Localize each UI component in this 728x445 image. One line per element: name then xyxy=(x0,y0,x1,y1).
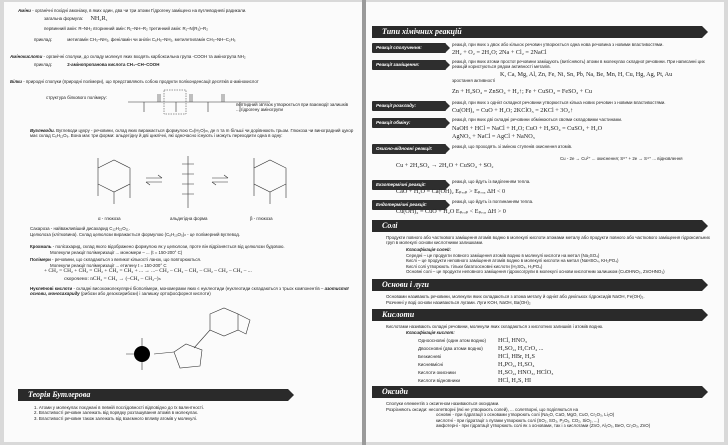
acid-row-name: Двоосновні (два атоми водню) xyxy=(418,346,483,351)
nucleic-acids-bold: азотистої основи, моносахариду xyxy=(30,286,349,297)
butlerov-title: Теорія Бутлерова xyxy=(18,389,288,401)
acid-row-formula: HCl, HBr, H₂S xyxy=(498,353,535,360)
amines-general-label: загальна формула: xyxy=(44,16,84,21)
aminoacid-example-row xyxy=(34,62,354,67)
starch-text: - полісахарид, склад якого відображено формулою як у целюлози, проте він відрізняється від целюлози будовою. xyxy=(52,244,285,249)
exchange-reaction-text: реакції, при яких дві складні речовини обмінюються своїми складовими частинами. xyxy=(452,117,623,122)
exchange-reaction-equation-1: NaOH + HCl = NaCl + H₂O; CuO + H₂SO₄ = CuSO₄ + H₂O xyxy=(452,125,603,132)
salts-classification xyxy=(406,253,716,275)
carbohydrates-text: Вуглеводи цукру - речовини, склад яких виражається формулою Cₙ(H₂O)ₘ, де n та m більші чи дорівнюють трьом. Глюкоза чи виноградний цукор має склад C₆H₁₂O₆. Вона має три форми: альдегідну й дві циклічні, які одночасно існують і можуть переходити одна в одну: xyxy=(30,128,354,139)
oxides-classification xyxy=(386,407,716,429)
beta-glucose-caption: β - глюкоза xyxy=(250,216,273,221)
aminoacids-definition xyxy=(10,54,355,59)
polymer-chain-equation: + CH₂ = CH₂ + CH₂ = CH₂ + CH₂ = CH₂ + ... → ...– CH₂ – CH₂ – CH₂ – CH₂ – CH₂ – CH₂ – ... xyxy=(44,268,252,274)
compound-reaction-equation: 2H₂ + O₂ = 2H₂O; 2Na + Cl₂ = 2NaCl xyxy=(452,49,547,56)
peptide-note: пептидний зв’язок утворюється при взаємодії залишків ... гідрогену аміногрупи xyxy=(236,102,349,113)
amines-general-formula: NH₂R₁ xyxy=(90,15,108,22)
aminoacid-example-text: 2-амінопропанова кислота CH₃–CH–COOH xyxy=(67,62,160,67)
amine-example-text: метиламін CH₃–NH₂, феніламін чи анілін C₆H₅–NH₂, метилетиламін CH₃–NH–C₂H₅ xyxy=(67,37,236,42)
acids-classification-title: Класифікація кислот: xyxy=(406,330,455,335)
sucrose-line: Сахароза - найважливіший дисахарид C₁₂H₂₂O₁₁. xyxy=(30,226,130,231)
nucleic-acids-paragraph xyxy=(30,286,355,297)
acid-row-name: Безкисневі xyxy=(418,354,442,359)
compound-reaction-text: реакції, при яких з двох або кількох речовин утворюється одна нова речовина з новими властивостями. xyxy=(452,42,664,47)
polymers-paragraph xyxy=(30,257,355,262)
oxides-title: Оксиди xyxy=(372,386,702,398)
exothermic-reaction-text: реакції, що йдуть із виділенням тепла. xyxy=(452,179,531,184)
acid-row-name: Кислоти відновники xyxy=(418,378,461,383)
butlerov-point: 3. Властивості речовин також залежать від взаємного впливу атомів у молекулі. xyxy=(34,415,198,421)
salts-title: Солі xyxy=(372,220,702,232)
acid-row xyxy=(418,337,698,344)
acid-row-formula: H₂SO₄, HNO₃, HClO₃ xyxy=(498,369,554,376)
starch-term: Крохмаль xyxy=(30,244,52,249)
decomposition-reaction-text: реакції, при яких з однієї складної речовини утворюється кілька нових речовин з новими властивостями. xyxy=(452,100,666,105)
butlerov-point: 1. Атоми у молекулах поєднані в певній послідовності відповідно до їх валентності. xyxy=(34,405,205,410)
carbohydrates-paragraph xyxy=(30,128,355,139)
exothermic-reaction-equation: CaO + H₂O = Ca(OH)₂ Eₚᵣₒₚ > Eₚᵣₒₐ ΔH < 0 xyxy=(396,188,506,195)
amines-definition xyxy=(18,8,353,13)
decomposition-reaction-label: Реакції розкладу: xyxy=(372,101,446,111)
bases-definition: Основами називають речовини, молекули яких складаються з атома металу й однієї або декількох гідроксидів NaOH, Fe(OH)₂. xyxy=(386,294,645,299)
acid-row xyxy=(418,345,698,352)
aminoacids-term: Амінокислоти xyxy=(10,54,43,59)
nucleic-acids-tail: (рибози або дезоксирибози) і залишку ортофосфорної кислоти) xyxy=(80,291,211,297)
endothermic-reaction-text: реакції, що йдуть із поглинанням тепла. xyxy=(452,199,534,204)
acid-row-name: Одноосновні (один атом водню) xyxy=(418,338,487,343)
acids-definition: Кислотами називають складні речовини, молекули яких складаються з кислотних залишків і атомів водню. xyxy=(386,324,604,329)
amine-example-row xyxy=(34,37,354,42)
amine-types-row xyxy=(44,26,354,31)
acid-row-name: Кислоти окисники xyxy=(418,370,456,375)
salts-class-item: Кислі – це продукти неповного заміщення атомів водню в молекулі кислоти на метал (NaHSO₄, KH₂PO₄) xyxy=(406,258,619,264)
exothermic-reaction-label: Екзотермічні реакції: xyxy=(372,180,446,190)
redox-reaction-text: реакції, що проходять зі зміною ступенів окиснення атомів. xyxy=(452,144,573,149)
right-page xyxy=(366,2,724,442)
oxides-line: Розрізняють оксиди: несолетворні (які не утворюють солей), ... солетворні, що поділяються на xyxy=(386,407,579,412)
substitution-reaction-label: Реакції заміщення: xyxy=(372,60,446,70)
salts-classification-title: Класифікація солей: xyxy=(406,247,452,252)
proteins-term: Білки xyxy=(10,79,22,84)
acids-title: Кислоти xyxy=(372,309,702,321)
amines-def-text: - органічні похідні амоніаку, в яких один, два чи три атоми Гідрогену заміщено на вуглеводневі радикали. xyxy=(32,8,247,13)
oxides-line: основні - при гідратації з основами утворюють солі (Na₂O, CaO, MgO, CuO, Cr₂O₃, Li₂O) xyxy=(436,412,615,418)
reactions-title: Типи хімічних реакцій xyxy=(372,26,702,38)
acid-row xyxy=(418,369,698,376)
amine-example-label: приклад: xyxy=(34,37,53,42)
endothermic-reaction-label: Ендотермічні реакції: xyxy=(372,200,446,210)
exchange-reaction-label: Реакції обміну: xyxy=(372,118,446,128)
butlerov-point: 2. Властивості речовин залежать від порядку розташування атомів в молекулах. xyxy=(34,410,199,416)
carbohydrates-term: Вуглеводи. xyxy=(30,128,55,133)
decomposition-reaction-equation: Cu(OH)₂ = CuO + H₂O; 2KClO₃ = 2KCl + 3O₂↑ xyxy=(452,107,574,114)
nucleotide-structure-diagram xyxy=(114,304,254,384)
alpha-glucose-caption: α - глюкоза xyxy=(98,216,121,221)
activity-series: K, Ca, Mg, Al, Zn, Fe, Ni, Sn, Pb, Na, Be, Mn, H, Cu, Hg, Ag, Pt, Au xyxy=(500,71,673,78)
polymers-term: Полімери xyxy=(30,257,51,262)
nucleic-acids-text: - складні високомолекулярні біополімери, мономерами яких є нуклеотиди (нуклеотиди складаються з трьох компонентів – xyxy=(73,286,324,291)
cellulose-line: Целюлоза (клітковина). Склад целюлози виражається формулою (C₆H₁₀O₅)ₙ - це полімерний вуглевод. xyxy=(30,232,241,237)
polymers-text-2: Молекули реакції полімеризації ... етилену t = 150-200° C xyxy=(50,263,167,268)
oxides-line: кислотні - при гідратації з лугами утворюють солі (SO₂, SO₃, P₂O₅, CO₂, SiO₂, ...) xyxy=(436,417,600,423)
acid-row xyxy=(418,361,698,368)
aminoacids-def-text: - органічні сполуки, до складу молекул яких входять карбоксильна група -COOH та аміногрупа NH₂ xyxy=(43,54,246,59)
bases-title: Основи і луги xyxy=(372,279,702,291)
aminoacid-example-label: приклад: xyxy=(34,62,53,67)
acid-row-formula: HCl, H₂S, HI xyxy=(498,377,532,384)
glucose-forms-diagram xyxy=(88,150,318,214)
acid-row-formula: H₃PO₄, H₂SO₄ xyxy=(498,361,535,368)
proteins-definition xyxy=(10,79,355,84)
amine-types-text: первинний амін: R–NH₂ вторинний амін: R₁–NH–R₂ третинний амін: R₁–N(R₃)–R₂ xyxy=(44,26,208,31)
starch-text-2: Молекули реакції полімеризації ... мономери – ... (t = 150-200° C) xyxy=(50,250,183,255)
bases-definition-2: Розчинні у воді основи називаються лугами. Луги KOH, NaOH, Ba(OH)₂ xyxy=(386,300,531,305)
redox-reaction-equation: Cu + 2H₂SO₄ → 2H₂O + CuSO₄ + SO₂ xyxy=(396,162,494,169)
exchange-reaction-equation-2: AgNO₃ + NaCl = AgCl + NaNO₃ xyxy=(452,133,535,140)
polymer-short-equation: скорочено: nCH₂ = CH₂ → (–CH₂ – CH₂–)ₙ xyxy=(64,276,161,282)
salts-class-item: Основні солі – це продукти неповного заміщення гідроксогрупи в молекулі основи кислотним залишком (CuOHNO₃, ZnOHNO₃) xyxy=(406,269,665,275)
redox-reaction-label: Окисно-відновні реакції: xyxy=(372,144,446,154)
amines-term: Аміни xyxy=(18,8,31,13)
oxides-line: амфотерні - при гідратації утворюють солі як з основами, так і з кислотами (ZnO, Al₂O₃, BeO, Cr₂O₃, ZnO) xyxy=(436,423,651,429)
left-page xyxy=(4,2,362,442)
substitution-reaction-equation: Zn + H₂SO₄ = ZnSO₄ + H₂↑; Fe + CuSO₄ = FeSO₄ + Cu xyxy=(452,88,592,95)
salts-definition: Продукти повного або часткового заміщення атомів водню в молекулі кислоти атомами металу або продукти повного або часткового заміщення гідроксильних груп в молекулі основи кислотними залишками. xyxy=(386,235,710,246)
substitution-reaction-text: реакції, при яких атоми простої речовини заміщують (витісняють) атоми в молекулах складної речовини. При написанні цих реакцій користуються рядом активності металів. xyxy=(452,59,705,70)
oxides-definition: Сполуки елементів з оксигеном називаються оксидами. xyxy=(386,401,500,406)
polymers-text: - речовини, що складаються з великої кількості ланок, що повторюються. xyxy=(52,257,202,262)
acid-row-formula: H₂SO₄, H₂CrO₄ ... xyxy=(498,345,544,352)
endothermic-reaction-equation: Cu(OH)₂ = CuO + H₂O Eₚᵣₒₚ < Eₚᵣₒₐ ΔH > 0 xyxy=(396,208,506,215)
redox-half-reactions: Cu - 2e → Cu²⁺ ... окиснення; S⁶⁺ + 2e → S⁴⁺ ... відновлення xyxy=(560,156,683,161)
acid-row xyxy=(418,353,698,360)
amines-general-row xyxy=(44,15,108,23)
open-glucose-caption: альдегідна форма xyxy=(170,216,208,221)
protein-structure-label: структура білкового полімеру: xyxy=(46,95,107,100)
nucleic-acids-term: Нуклеїнові кислоти xyxy=(30,286,73,291)
butlerov-points xyxy=(34,405,354,421)
acid-row-formula: HCl, HNO₃ xyxy=(498,337,527,344)
starch-paragraph xyxy=(30,244,355,249)
compound-reaction-label: Реакції сполучення: xyxy=(372,43,446,53)
salts-class-item: Кислі солі утворюють тільки багатоосновні кислоти (H₂SO₄, H₃PO₄) xyxy=(406,263,543,269)
acid-row xyxy=(418,377,698,384)
proteins-def-text: - природні сполуки (природні полімери), що представляють собою продукти поліконденсації десятків α-амінокислот xyxy=(23,79,259,84)
activity-series-note: зростання активності xyxy=(452,78,496,83)
salts-class-item: Середні – це продукти повного заміщення атомів водню в молекулі кислоти на метал (Na₂SO₄) xyxy=(406,253,600,258)
acid-row-name: Кисневмісні xyxy=(418,362,444,367)
